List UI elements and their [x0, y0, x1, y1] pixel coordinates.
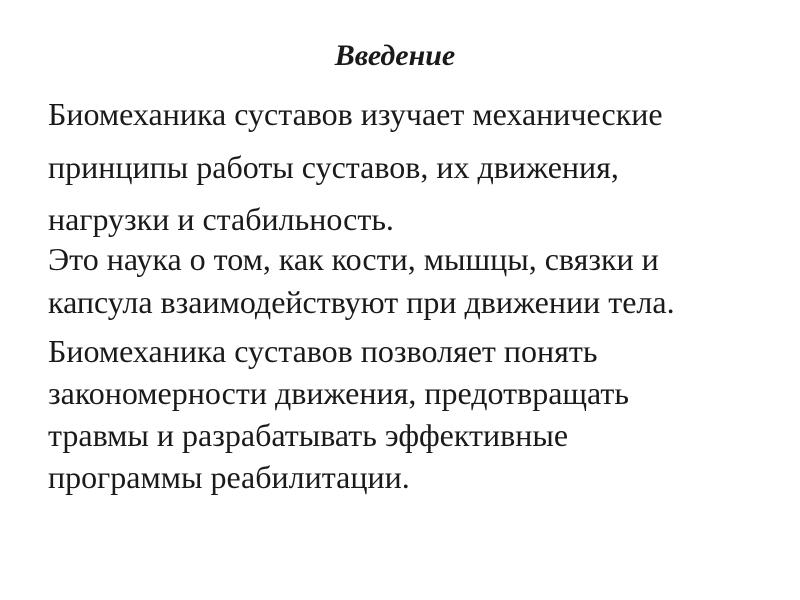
paragraph-line: принципы работы суставов, их движения, [48, 148, 619, 185]
paragraph-line: Биомеханика суставов позволяет понять [48, 333, 598, 369]
paragraph-purpose [48, 330, 788, 498]
paragraph-science [48, 238, 788, 324]
paragraph-definition [48, 88, 788, 246]
paragraph-line: нагрузки и стабильность. [48, 201, 394, 237]
paragraph-line: капсула взаимодействуют при движении тела. [48, 284, 675, 320]
paragraph-line: закономерности движения, предотвращать [48, 375, 629, 411]
paragraph-line: Биомеханика суставов изучает механические [48, 96, 663, 132]
paragraph-line: программы реабилитации. [48, 459, 410, 495]
slide-title: Введение [334, 39, 456, 72]
paragraph-line: Это наука о том, как кости, мышцы, связки и [48, 241, 659, 277]
paragraph-line: травмы и разрабатывать эффективные [48, 417, 569, 453]
